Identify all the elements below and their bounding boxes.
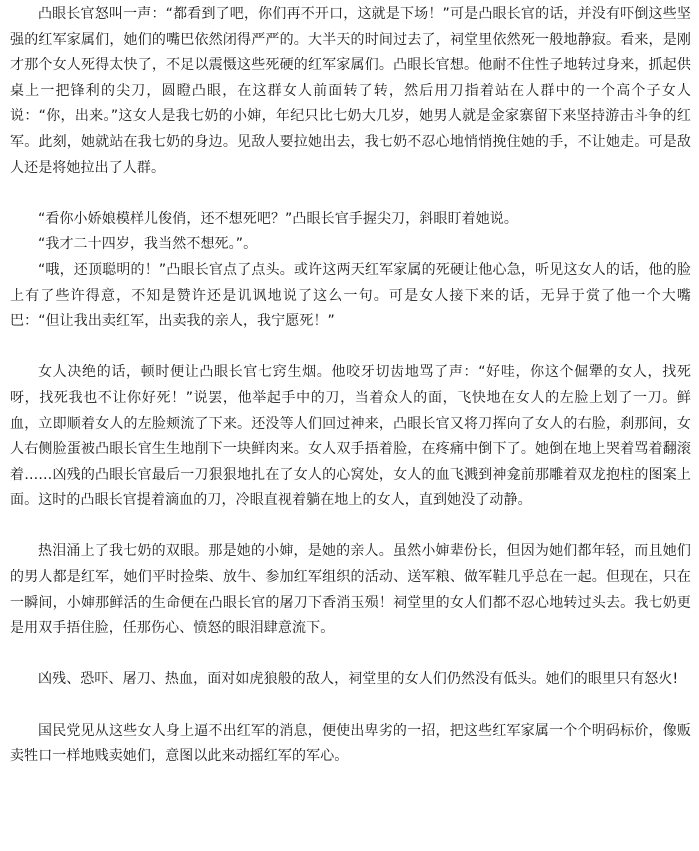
paragraph-gap	[10, 335, 691, 361]
paragraph-3: “我才二十四岁，我当然不想死。”。	[38, 236, 258, 253]
paragraph-gap	[10, 181, 691, 207]
paragraph-8: 国民党见从这些女人身上逼不出红军的消息，便使出卑劣的一招，把这些红军家属一个个明码标价，像贩卖牲口一样地贱卖她们，意图以此来动摇红军的军心。	[10, 722, 691, 765]
paragraph-4: “哦，还顶聪明的！”凸眼长官点了点头。或许这两天红军家属的死硬让他心急，听见这女人的话，他的脸上有了些许得意，不知是赞许还是讥讽地说了这么一句。可是女人接下来的话，无异于赏了他一个大嘴巴：“但让我出卖红军，出卖我的亲人，我宁愿死！”	[10, 261, 691, 330]
paragraph-6: 热泪涌上了我七奶的双眼。那是她的小婶，是她的亲人。虽然小婶辈份长，但因为她们都年轻，而且她们的男人都是红军，她们平时捡柴、放牛、参加红军组织的活动、送军粮、做军鞋几乎总在一起。但现在，只在一瞬间，小婶那鲜活的生命便在凸眼长官的屠刀下香消玉殒！祠堂里的女人们都不忍心地转过头去。我七奶更是用双手捂住脸，任那伤心、愤怒的眼泪肆意流下。	[10, 543, 691, 637]
paragraph-5: 女人决绝的话，顿时便让凸眼长官七窍生烟。他咬牙切齿地骂了声：“好哇，你这个倔犟的女人，找死呀，找死我也不让你好死！”说罢，他举起手中的刀，当着众人的面，飞快地在女人的左脸上划了一刀。鲜血，立即顺着女人的左脸颊流了下来。还没等人们回过神来，凸眼长官又将刀挥向了女人的右脸，刹那间，女人右侧脸蛋被凸眼长官生生地削下一块鲜肉来。女人双手捂着脸，在疼痛中倒下了。她倒在地上哭着骂着翻滚着……凶残的凸眼长官最后一刀狠狠地扎在了女人的心窝处，女人的血飞溅到神龛前那雕着双龙抱柱的图案上面。这时的凸眼长官提着滴血的刀，冷眼直视着躺在地上的女人，直到她没了动静。	[10, 364, 691, 509]
paragraph-gap	[10, 693, 691, 719]
paragraph-gap	[10, 642, 691, 668]
paragraph-7: 凶残、恐吓、屠刀、热血，面对如虎狼般的敌人，祠堂里的女人们仍然没有低头。她们的眼里只有怒火!	[38, 671, 679, 688]
paragraph-2: “看你小娇娘模样儿俊俏，还不想死吧？”凸眼长官手握尖刀，斜眼盯着她说。	[38, 210, 519, 227]
paragraph-1: 凸眼长官怒叫一声：“都看到了吧，你们再不开口，这就是下场！”可是凸眼长官的话，并没有吓倒这些坚强的红军家属们，她们的嘴巴依然闭得严严的。大半天的时间过去了，祠堂里依然死一般地静寂。看来，是刚才那个女人死得太快了，不足以震慑这些死硬的红军家属们。凸眼长官想。他耐不住性子地转过身来，抓起供桌上一把锋利的尖刀，圆瞪凸眼，在这群女人前面转了转，然后用刀指着站在人群中的一个高个子女人说：“你，出来。”这女人是我七奶的小婶，年纪只比七奶大几岁，她男人就是金家寨留下来坚持游击斗争的红军。此刻，她就站在我七奶的身边。见敌人要拉她出去，我七奶不忍心地悄悄挽住她的手，不让她走。可是敌人还是将她拉出了人群。	[10, 6, 691, 176]
paragraph-gap	[10, 514, 691, 540]
